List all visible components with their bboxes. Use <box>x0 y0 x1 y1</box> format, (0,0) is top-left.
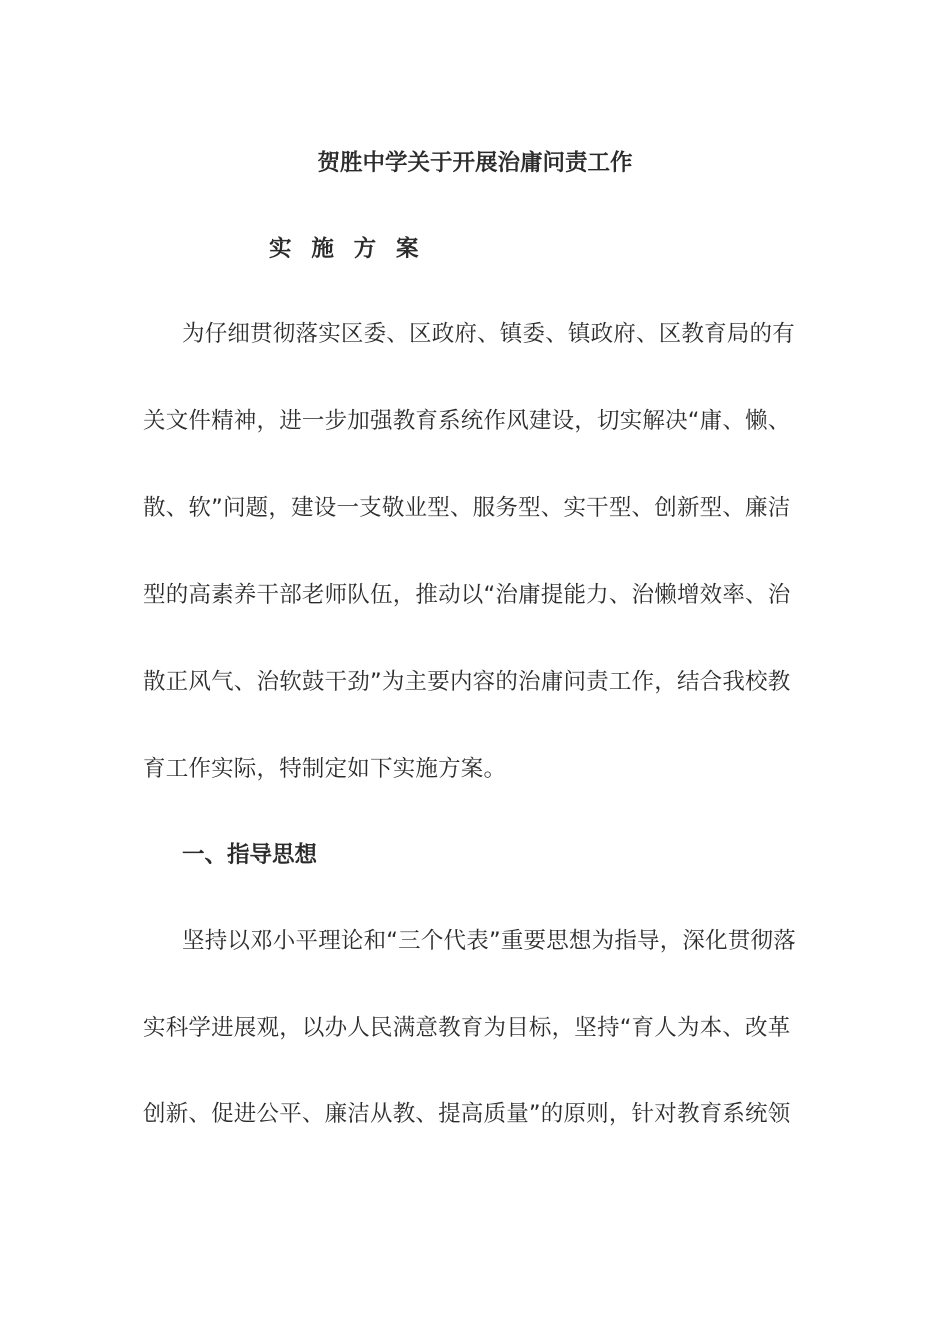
paragraph-line: 型的高素养干部老师队伍，推动以“治庸提能力、治懒增效率、治 <box>143 582 791 608</box>
paragraph-line: 为仔细贯彻落实区委、区政府、镇委、镇政府、区教育局的有 <box>182 321 795 347</box>
section-heading: 一、指导思想 <box>182 842 318 868</box>
paragraph-line: 实科学进展观，以办人民满意教育为目标，坚持“育人为本、改革 <box>143 1015 791 1041</box>
document-title: 贺胜中学关于开展治庸问责工作 <box>317 150 633 176</box>
paragraph-line: 坚持以邓小平理论和“三个代表”重要思想为指导，深化贯彻落 <box>182 928 796 954</box>
document-subtitle: 实 施 方 案 <box>269 236 425 262</box>
paragraph-line: 创新、促进公平、廉洁从教、提高质量”的原则，针对教育系统领 <box>143 1101 791 1127</box>
paragraph-line: 关文件精神，进一步加强教育系统作风建设，切实解决“庸、懒、 <box>143 408 791 434</box>
paragraph-line: 育工作实际，特制定如下实施方案。 <box>143 756 507 782</box>
paragraph-line: 散、软”问题，建设一支敬业型、服务型、实干型、创新型、廉洁 <box>143 495 791 521</box>
paragraph-line: 散正风气、治软鼓干劲”为主要内容的治庸问责工作，结合我校教 <box>143 669 791 695</box>
